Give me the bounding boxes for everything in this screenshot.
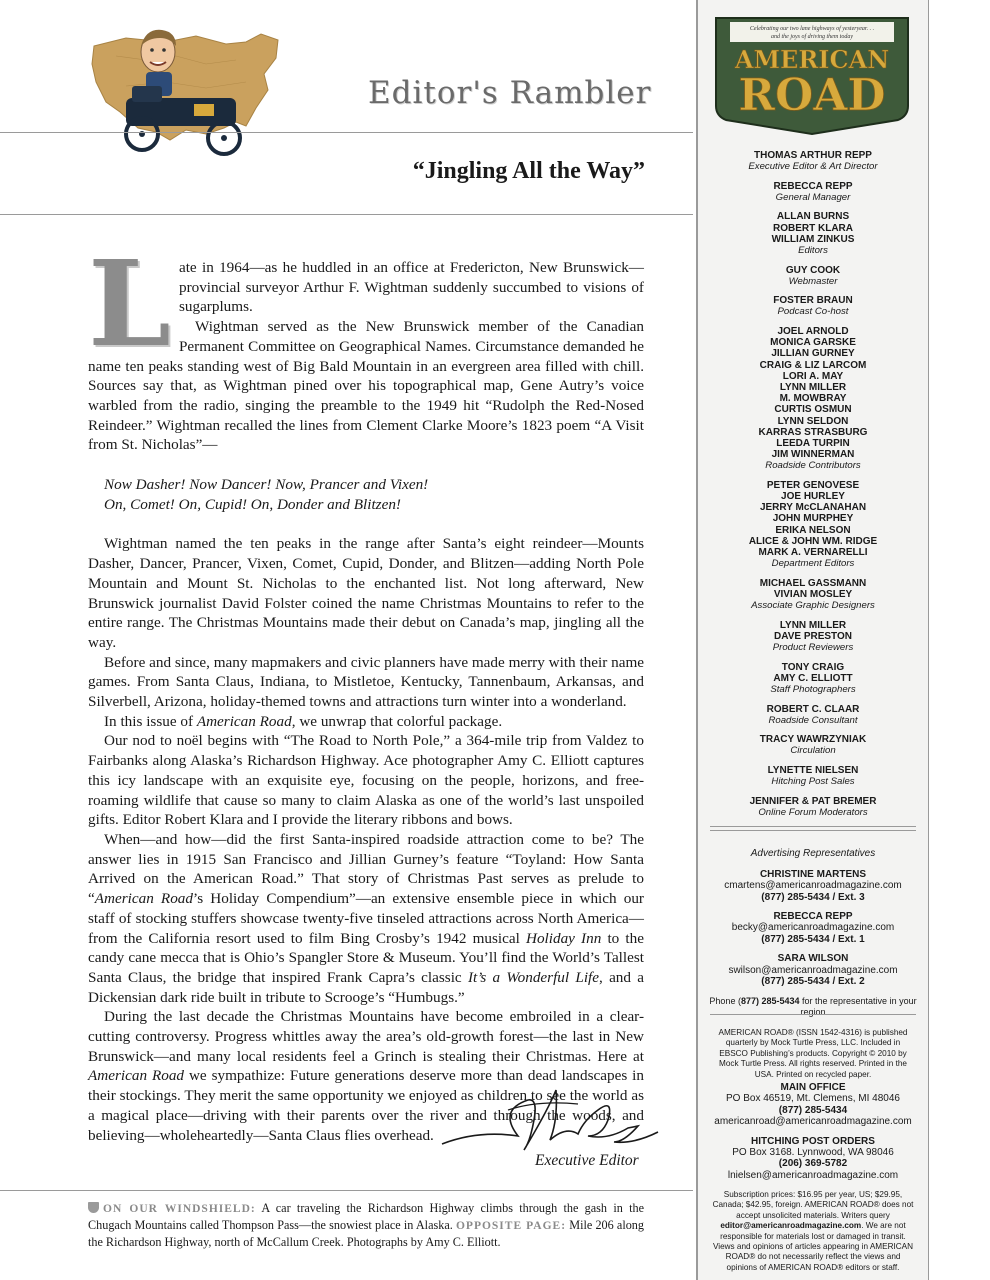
paragraph: Our nod to noël begins with “The Road to North Pole,” a 364-mile trip from Valdez to Fairbanks along Alaska’s Richardson Highway. Ace photographer Amy C. Elliott captures this icy landscape with an exquisite eye, focusing on the people, horizons, and free-roaming wildlife that cause so many to claim Alaska as one of the world’s last unspoiled gifts. Editor Robert Klara and I provide the literary ribbons and bows. <box>88 732 644 829</box>
masthead-group <box>698 796 928 819</box>
masthead-group <box>698 734 928 757</box>
masthead-group <box>698 211 928 256</box>
staff-role: Associate Graphic Designers <box>751 600 875 612</box>
masthead-group <box>698 181 928 204</box>
staff-name: LYNN MILLER <box>779 619 847 631</box>
staff-role: Podcast Co-host <box>777 306 849 318</box>
ad-rep-phone: (877) 285-5434 / Ext. 2 <box>761 976 865 988</box>
staff-name: TONY CRAIG <box>781 661 845 673</box>
staff-role: Staff Photographers <box>770 684 856 695</box>
staff-role: Product Reviewers <box>772 642 854 654</box>
staff-name: REBECCA REPP <box>773 180 853 192</box>
staff-name: JOEL ARNOLD <box>777 325 849 337</box>
masthead-group <box>698 265 928 288</box>
masthead-group <box>698 150 928 173</box>
us-map-caricature-illustration <box>86 16 286 166</box>
page-edge <box>928 0 990 1280</box>
staff-name: VIVIAN MOSLEY <box>773 588 853 600</box>
staff-role: Hitching Post Sales <box>771 776 855 788</box>
staff-name: JILLIAN GURNEY <box>771 348 855 360</box>
article-body <box>88 234 645 1145</box>
staff-name: ALLAN BURNS <box>776 211 850 223</box>
staff-name: KARRAS STRASBURG <box>758 426 868 438</box>
staff-name: GUY COOK <box>785 264 841 276</box>
svg-text:AMERICAN: AMERICAN <box>734 45 890 74</box>
editor-email[interactable]: editor@americanroadmagazine.com <box>720 1221 862 1231</box>
masthead-group <box>698 765 928 788</box>
poem-quote <box>104 475 644 514</box>
drop-cap: L <box>88 234 171 373</box>
staff-name: ROBERT KLARA <box>773 222 853 234</box>
article-title: “Jingling All the Way” <box>412 158 645 184</box>
main-office-email[interactable]: americanroad@americanroadmagazine.com <box>714 1116 912 1128</box>
staff-name: JOE HURLEY <box>781 491 845 503</box>
masthead-group <box>698 326 928 472</box>
sidebar-divider <box>710 830 916 831</box>
office-contacts <box>698 1082 928 1189</box>
main-office: MAIN OFFICE PO Box 46519, Mt. Clemens, MI 48046 (877) 285-5434 americanroad@americanroadmagazine.com <box>698 1082 928 1128</box>
ad-rep-phone: (877) 285-5434 / Ext. 1 <box>761 933 865 945</box>
sidebar-divider <box>710 826 916 827</box>
staff-role: Executive Editor & Art Director <box>748 161 878 173</box>
advertising-note: Phone (877) 285-5434 for the representative in your region <box>709 995 917 1017</box>
paragraph: Wightman named the ten peaks in the range after Santa’s eight reindeer—Mounts Dasher, Dancer, Prancer, Vixen, Comet, Cupid, Donder, and Blitzen—adding North Pole Mountain and Mount St. Nicholas to the enchanted list. Not long afterward, New Brunswick journalist David Folster coined the name Christmas Mountains to refer to the entire range. The Christmas Mountains made their debut on Canada’s map, jingling all the way. <box>88 535 644 651</box>
paragraph: During the last decade the Christmas Mountains have become embroiled in a clear-cutting controversy. Progress whittles away the area’s old-growth forest—the last in New Brunswick—and many local residents feel a Grinch is stealing their Christmas. Here at American Road we sympathize: Future generations deserve more than dead landscapes in their stockings. They merit the same opportunity we enjoyed as children to see the world as a magical place—driving with their parents over the river and through the woods, and believing—wholeheartedly—Santa Claus flies overhead. <box>88 1008 644 1144</box>
paragraph: Before and since, many mapmakers and civic planners have made merry with their name games. From Santa Claus, Indiana, to Mistletoe, Kentucky, Tannenbaum, Arkansas, and Silverbell, Arizona, holiday-themed towns and attractions turn winter into a wonderland. <box>88 653 644 711</box>
caption-divider <box>0 1190 693 1191</box>
staff-name: FOSTER BRAUN <box>773 295 853 307</box>
staff-name: M. MOWBRAY <box>779 393 847 405</box>
handwritten-signature <box>438 1070 662 1160</box>
staff-name: JIM WINNERMAN <box>771 449 855 461</box>
title-divider <box>0 214 693 215</box>
signature-caption: Executive Editor <box>535 1152 639 1169</box>
staff-name: PETER GENOVESE <box>766 479 860 491</box>
svg-text:Celebrating our two lane highw: Celebrating our two lane highways of yesteryear. . . <box>749 26 875 32</box>
hitching-post-orders: HITCHING POST ORDERS PO Box 3168. Lynnwood, WA 98046 (206) 369-5782 lnielsen@americanroadmagazine.com <box>698 1136 928 1182</box>
svg-text:and the joys of driving them t: and the joys of driving them today <box>771 34 853 40</box>
sidebar-divider <box>710 1014 916 1015</box>
poem-line: Now Dasher! Now Dancer! Now, Prancer and Vixen! <box>104 476 429 494</box>
staff-role: Webmaster <box>788 275 838 287</box>
masthead-group <box>698 704 928 727</box>
advertising-section <box>698 848 928 1018</box>
staff-role: Roadside Contributors <box>765 460 861 472</box>
ad-rep <box>698 911 928 945</box>
shield-icon <box>88 1202 99 1213</box>
paragraph: Wightman served as the New Brunswick member of the Canadian Permanent Committee on Geographical Names. Circumstance demanded he name ten peaks standing west of Big Bald Mountain in an evergreen area filled with chill. Sources say that, as Wightman pined over his topographical map, Gene Autry’s voice warbled from the radio, singing the preamble to the 1949 hit “Rudolph the Red-Nosed Reindeer.” Wightman recalled the lines from Clement Clarke Moore’s 1823 poem “A Visit from St. Nicholas”— <box>88 318 644 454</box>
header-divider <box>0 132 693 133</box>
staff-name: AMY C. ELLIOTT <box>773 672 853 684</box>
staff-name: CRAIG & LIZ LARCOM <box>759 359 867 371</box>
staff-name: JENNIFER & PAT BREMER <box>749 795 877 807</box>
ad-rep <box>698 869 928 903</box>
staff-name: MARK A. VERNARELLI <box>758 547 868 559</box>
staff-name: MONICA GARSKE <box>770 337 856 349</box>
masthead-group <box>698 480 928 570</box>
paragraph: When—and how—did the first Santa-inspired roadside attraction come to be? The answer lies in 1915 San Francisco and Jillian Gurney’s feature “Toyland: How Santa Arrived on the American Road.” That story of Christmas Past serves as prelude to “American Road’s Holiday Compendium”—an extensive ensemble piece in which our staff of stocking stuffers showcase twenty-five tinseled attractions across North America—from the California resort used to film Bing Crosby’s 1942 musical Holiday Inn to the candy cane mecca that is Ohio’s Spangler Store & Museum. You’ll find the World’s Tallest Santa Claus, the bridge that inspired Frank Capra’s classic It’s a Wonderful Life, and a Dickensian dark ride built in tribute to Scrooge’s “Humbugs.” <box>88 830 645 1006</box>
staff-name: LYNN SELDON <box>777 415 849 427</box>
ad-rep-name: REBECCA REPP <box>773 911 853 923</box>
staff-role: Editors <box>798 245 828 257</box>
paragraph: In this issue of American Road, we unwrap that colorful package. <box>104 712 503 730</box>
masthead-sidebar <box>696 0 928 1280</box>
staff-role: Circulation <box>790 745 836 757</box>
staff-role: Roadside Consultant <box>768 714 858 726</box>
staff-name: ROBERT C. CLAAR <box>766 703 860 715</box>
masthead-group <box>698 662 928 696</box>
staff-name: LEEDA TURPIN <box>776 437 850 449</box>
masthead-group <box>698 578 928 612</box>
svg-text:ROAD: ROAD <box>738 70 886 121</box>
ad-rep-email[interactable]: cmartens@americanroadmagazine.com <box>724 880 902 892</box>
photo-caption: ON OUR WINDSHIELD: A car traveling the Richardson Highway climbs through the gash in the Chugach Mountains called Thompson Pass—the snowiest place in Alaska. OPPOSITE PAGE: Mile 206 along the Richardson Highway, north of McCallum Creek. Photographs by Amy C. Elliott. <box>88 1201 644 1249</box>
staff-name: LYNETTE NIELSEN <box>767 764 859 776</box>
staff-role: General Manager <box>775 191 851 203</box>
staff-name: JOHN MURPHEY <box>772 513 854 525</box>
staff-list <box>698 150 928 827</box>
staff-name: ALICE & JOHN WM. RIDGE <box>748 535 878 547</box>
ad-rep-email[interactable]: swilson@americanroadmagazine.com <box>728 964 898 976</box>
subscription-notice: Subscription prices: $16.95 per year, US; $29.95, Canada; $42.95, foreign. AMERICAN ROAD® does not accept unsolicited materials. Writers query editor@americanroadmagazine.com. We are not responsible for materials lost or damaged in transit. Views and opinions of articles appearing in AMERICAN ROAD® do not necessarily reflect the views and opinions of AMERICAN ROAD® editors or staff. <box>712 1190 914 1272</box>
masthead-group <box>698 295 928 318</box>
poem-line: On, Comet! On, Cupid! On, Donder and Blitzen! <box>104 495 401 513</box>
hitching-post-email[interactable]: lnielsen@americanroadmagazine.com <box>727 1169 899 1181</box>
ad-rep-email[interactable]: becky@americanroadmagazine.com <box>731 922 895 934</box>
staff-role: Online Forum Moderators <box>758 806 868 818</box>
staff-name: ERIKA NELSON <box>775 524 851 536</box>
staff-name: TRACY WAWRZYNIAK <box>759 734 867 746</box>
paragraph-text: ate in 1964—as he huddled in an office at Fredericton, New Brunswick—provincial surveyor Arthur F. Wightman suddenly succumbed to visions of sugarplums. <box>178 259 644 316</box>
american-road-logo <box>712 14 912 136</box>
staff-name: LORI A. MAY <box>782 370 844 382</box>
ad-rep <box>698 953 928 987</box>
staff-name: CURTIS OSMUN <box>774 404 852 416</box>
section-title: Editor's Rambler <box>368 75 652 111</box>
ad-rep-name: SARA WILSON <box>777 953 849 965</box>
staff-name: THOMAS ARTHUR REPP <box>754 150 872 161</box>
staff-name: WILLIAM ZINKUS <box>771 233 855 245</box>
ad-rep-phone: (877) 285-5434 / Ext. 3 <box>761 891 865 903</box>
legal-notice: AMERICAN ROAD® (ISSN 1542-4316) is published quarterly by Mock Turtle Press, LLC. Included in EBSCO Publishing’s products. Copyright © 2010 by Mock Turtle Press. All rights reserved. Printed in the USA. Printed on recycled paper. <box>718 1028 908 1079</box>
masthead-group <box>698 620 928 654</box>
ad-rep-name: CHRISTINE MARTENS <box>759 869 867 880</box>
staff-name: MICHAEL GASSMANN <box>759 577 867 589</box>
paragraph <box>88 234 644 373</box>
staff-name: JERRY McCLANAHAN <box>759 502 867 514</box>
advertising-heading: Advertising Representatives <box>750 848 876 859</box>
staff-name: LYNN MILLER <box>779 381 847 393</box>
staff-role: Department Editors <box>771 558 855 570</box>
staff-name: DAVE PRESTON <box>774 630 852 642</box>
